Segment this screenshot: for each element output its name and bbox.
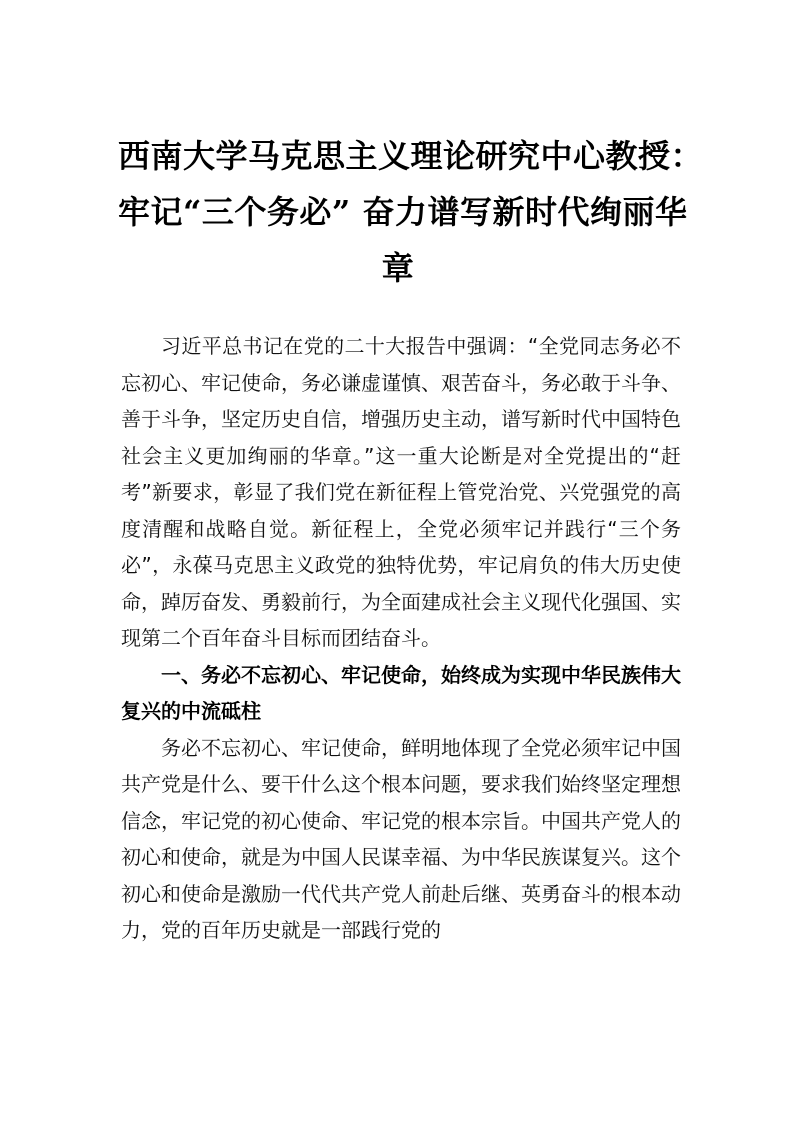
paragraph-section-1: 务必不忘初心、牢记使命，鲜明地体现了全党必须牢记中国共产党是什么、要干什么这个根本问题，要求我们始终坚定理想信念，牢记党的初心使命、牢记党的根本宗旨。中国共产党人的初心和使命，就是为中国人民谋幸福、为中华民族谋复兴。这个初心和使命是激励一代代共产党人前赴后继、英勇奋斗的根本动力，党的百年历史就是一部践行党的 — [121, 735, 681, 942]
section-heading-1: 一、务必不忘初心、牢记使命，始终成为实现中华民族伟大复兴的中流砥柱 — [121, 662, 681, 723]
paragraph-intro: 习近平总书记在党的二十大报告中强调：“全党同志务必不忘初心、牢记使命，务必谦虚谨慎、艰苦奋斗，务必敢于斗争、善于斗争，坚定历史自信，增强历史主动，谱写新时代中国特色社会主义更加绚丽的华章。”这一重大论断是对全党提出的“赶考”新要求，彰显了我们党在新征程上管党治党、兴党强党的高度清醒和战略自觉。新征程上，全党必须牢记并践行“三个务必”，永葆马克思主义政党的独特优势，牢记肩负的伟大历史使命，踔厉奋发、勇毅前行，为全面建成社会主义现代化强国、实现第二个百年奋斗目标而团结奋斗。 — [121, 334, 681, 650]
article-body — [121, 328, 681, 949]
title-line-1: 西南大学马克思主义理论研究中心教授： — [118, 137, 704, 175]
title-line-3: 章 — [381, 249, 415, 287]
title-line-2: 牢记“三个务必” 奋力谱写新时代绚丽华 — [118, 193, 688, 231]
